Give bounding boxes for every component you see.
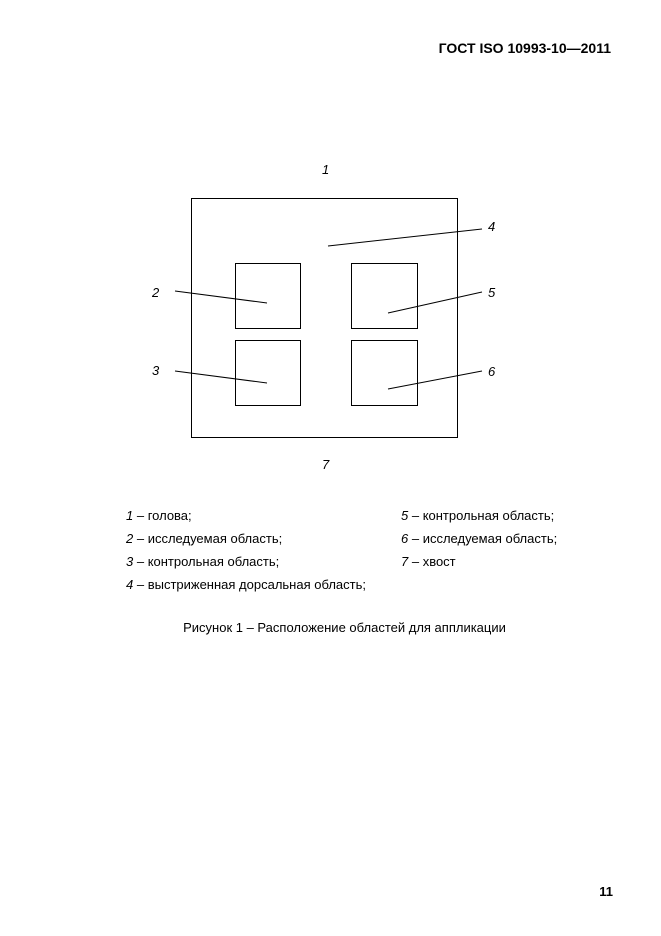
legend-text: – исследуемая область; bbox=[133, 531, 283, 546]
legend-text: – хвост bbox=[408, 554, 456, 569]
legend-item-3 bbox=[126, 550, 366, 573]
legend-text: – контрольная область; bbox=[408, 508, 555, 523]
leader-line-4 bbox=[328, 229, 482, 246]
legend-item-1 bbox=[126, 504, 366, 527]
figure-label-4: 4 bbox=[488, 219, 496, 234]
leader-line-3 bbox=[175, 371, 267, 383]
figure-label-2: 2 bbox=[152, 285, 160, 300]
figure-label-3: 3 bbox=[152, 363, 160, 378]
figure-caption: Рисунок 1 – Расположение областей для аппликации bbox=[183, 620, 506, 635]
leader-line-6 bbox=[388, 371, 482, 389]
area-box-5 bbox=[352, 264, 418, 329]
legend-item-4 bbox=[126, 573, 366, 596]
legend-number: 7 bbox=[401, 554, 409, 569]
legend-item-5 bbox=[401, 504, 557, 527]
figure-label-5: 5 bbox=[488, 285, 496, 300]
area-box-2 bbox=[236, 264, 301, 329]
legend-left-column bbox=[126, 504, 366, 596]
legend-item-7 bbox=[401, 550, 557, 573]
area-box-3 bbox=[236, 341, 301, 406]
legend-number: 5 bbox=[401, 508, 409, 523]
legend-text: – голова; bbox=[133, 508, 192, 523]
leader-line-2 bbox=[175, 291, 267, 303]
figure-label-1: 1 bbox=[322, 162, 330, 177]
document-header: ГОСТ ISO 10993-10—2011 bbox=[438, 40, 611, 56]
legend-number: 3 bbox=[126, 554, 134, 569]
legend-text: – контрольная область; bbox=[133, 554, 280, 569]
legend-item-6 bbox=[401, 527, 557, 550]
legend-number: 2 bbox=[126, 531, 134, 546]
legend-right-column bbox=[401, 504, 557, 573]
leader-line-5 bbox=[388, 292, 482, 313]
legend-text: – выстриженная дорсальная область; bbox=[133, 577, 366, 592]
figure-label-6: 6 bbox=[488, 364, 496, 379]
legend-number: 6 bbox=[401, 531, 409, 546]
figure-label-7: 7 bbox=[322, 457, 330, 472]
area-box-6 bbox=[352, 341, 418, 406]
legend-text: – исследуемая область; bbox=[408, 531, 558, 546]
page-number: 11 bbox=[599, 884, 613, 899]
legend-item-2 bbox=[126, 527, 366, 550]
legend-number: 4 bbox=[126, 577, 134, 592]
legend-number: 1 bbox=[126, 508, 134, 523]
